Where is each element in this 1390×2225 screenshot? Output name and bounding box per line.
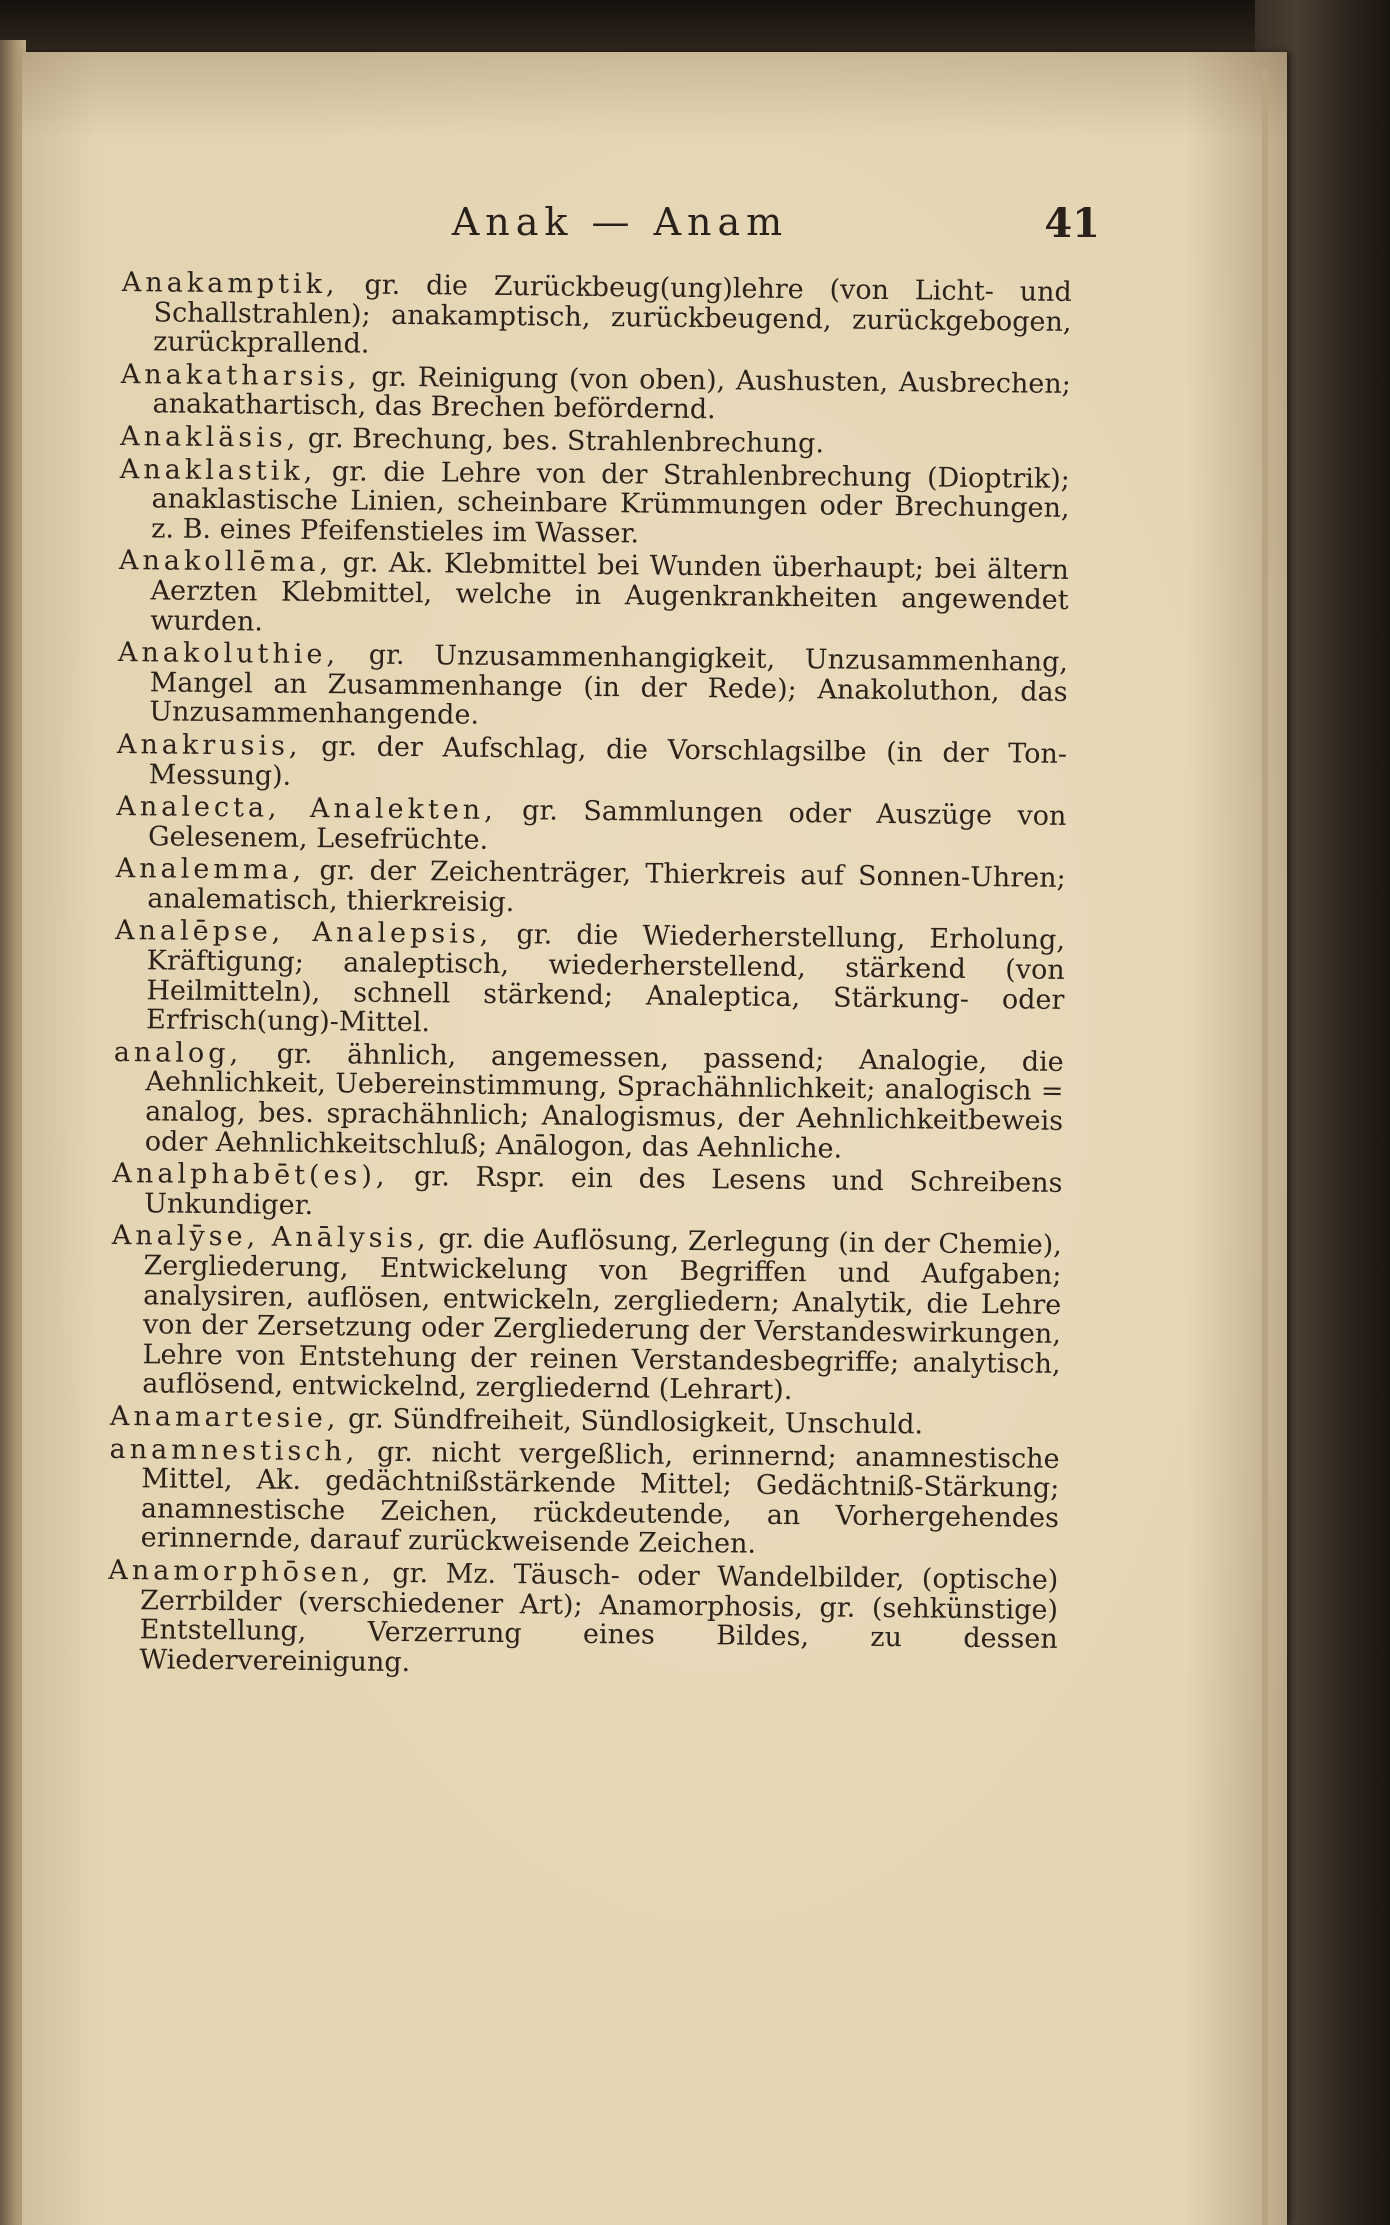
dictionary-entries bbox=[107, 268, 1072, 1687]
entry-headword: Analphabēt(es), bbox=[112, 1158, 389, 1193]
dictionary-entry bbox=[112, 1159, 1063, 1228]
entry-definition: gr. Ak. Klebmittel bei Wunden überhaupt; bei ältern Aerzten Klebmittel, welche in Augenkrankheiten angewendet wurden. bbox=[150, 547, 1070, 638]
entry-headword: Anakoluthie, bbox=[117, 637, 340, 671]
dictionary-entry bbox=[115, 854, 1066, 923]
entry-definition: gr. Sündfreiheit, Sündlosigkeit, Unschuld. bbox=[339, 1403, 924, 1441]
dictionary-entry bbox=[117, 638, 1068, 737]
entry-definition: gr. Reinigung (von oben), Aushusten, Ausbrechen; anakathartisch, das Brechen befördernd. bbox=[152, 361, 1071, 426]
dictionary-entry bbox=[114, 916, 1065, 1044]
dictionary-entry bbox=[117, 730, 1068, 799]
entry-definition: gr. Mz. Täusch- oder Wandelbilder, (optische) Zerrbilder (verschiedener Art); Anamorphosis, gr. (sehkünstige) Entstellung, Verzerrung eines Bildes, zu dessen Wiedervereinigung. bbox=[139, 1557, 1059, 1678]
entry-definition: gr. Rspr. ein des Lesens und Schreibens Unkundiger. bbox=[144, 1161, 1063, 1221]
entry-definition: gr. der Zeichenträger, Thierkreis auf Sonnen-Uhren; analematisch, thierkreisig. bbox=[147, 855, 1066, 919]
entry-definition: gr. die Wiederherstellung, Erholung, Kräftigung; analeptisch, wiederherstellend, stärkend (von Heilmitteln), schnell stärkend; Analeptica, Stärkung- oder Erfrisch(ung)-Mittel. bbox=[145, 919, 1066, 1039]
entry-headword: anamnestisch, bbox=[109, 1433, 359, 1468]
page-number: 41 bbox=[1044, 200, 1100, 247]
dictionary-entry bbox=[120, 360, 1071, 429]
book-cover-top bbox=[0, 0, 1390, 60]
entry-headword: Anakatharsis, bbox=[120, 358, 361, 393]
dictionary-entry bbox=[113, 1038, 1064, 1166]
dictionary-entry bbox=[119, 455, 1070, 554]
entry-definition: gr. ähnlich, angemessen, passend; Analogie, die Aehnlichkeit, Uebereinstimmung, Sprachähnlichkeit; analogisch = analog, bes. sprachähnlich; Analogismus, der Aehnlichkeitbeweis oder Aehnlichkeitschluß; Anālogon, das Aehnliche. bbox=[144, 1038, 1064, 1165]
entry-definition: gr. Sammlungen oder Auszüge von Gelesenem, Lesefrüchte. bbox=[147, 795, 1067, 856]
dictionary-entry bbox=[109, 1434, 1060, 1562]
dictionary-entry bbox=[110, 1221, 1062, 1409]
entry-headword: Analemma, bbox=[115, 853, 306, 887]
entry-definition: gr. Brechung, bes. Strahlenbrechung. bbox=[299, 422, 825, 460]
entry-headword: Anakläsis, bbox=[120, 420, 300, 454]
dictionary-entry bbox=[107, 1556, 1058, 1684]
entry-definition: gr. der Aufschlag, die Vorschlagsilbe (in der Ton-Messung). bbox=[148, 730, 1068, 792]
entry-definition: gr. die Lehre von der Strahlenbrechung (Dioptrik); anaklastische Linien, scheinbare Krümmungen oder Brechungen, z. B. eines Pfeifenstieles im Wasser. bbox=[151, 455, 1071, 550]
running-head: Anak — Anam bbox=[451, 200, 789, 244]
entry-definition: gr. nicht vergeßlich, erinnernd; anamnestische Mittel, Ak. gedächtnißstärkende Mittel; Gedächtniß-Stärkung; anamnestische Zeichen, rückdeutende, an Vorhergehendes erinnernde, darauf zurückweisende Zeichen. bbox=[140, 1436, 1060, 1561]
entry-headword: Anakamptik, bbox=[121, 267, 339, 301]
entry-headword: Anaklastik, bbox=[119, 453, 317, 487]
entry-headword: Analȳse, Anālysis, bbox=[111, 1220, 430, 1255]
page-edge bbox=[1262, 70, 1268, 2225]
dictionary-entry bbox=[116, 792, 1067, 861]
entry-headword: Anamartesie, bbox=[109, 1400, 340, 1435]
entry-headword: Analēpse, Analepsis, bbox=[114, 915, 493, 951]
entry-definition: gr. die Auflösung, Zerlegung (in der Chemie), Zergliederung, Entwickelung von Begriffen und Aufgaben; analysiren, auflösen, entwickeln, zergliedern; Analytik, die Lehre von der Zersetzung oder Zergliederung der Verstandeswirkungen, Lehre von Entstehung der reinen Verstandesbegriffe; analytisch, auflösend, entwickelnd, zergliedernd (Lehrart). bbox=[142, 1223, 1062, 1407]
entry-headword: Anamorphōsen, bbox=[108, 1554, 375, 1589]
entry-headword: Anakollēma, bbox=[118, 545, 333, 579]
dictionary-entry bbox=[121, 268, 1072, 367]
entry-definition: gr. die Zurückbeug(ung)lehre (von Licht- und Schallstrahlen); anakamptisch, zurückbeugend, zurückgebogen, zurückprallend. bbox=[153, 269, 1072, 360]
dictionary-entry bbox=[118, 546, 1069, 645]
entry-definition: gr. Unzusammenhangigkeit, Unzusammenhang, Mangel an Zusammenhange (in der Rede); Anakoluthon, das Unzusammenhangende. bbox=[149, 639, 1069, 732]
entry-headword: Anakrusis, bbox=[116, 728, 302, 762]
entry-headword: analog, bbox=[113, 1036, 243, 1070]
entry-headword: Analecta, Analekten, bbox=[116, 791, 497, 827]
